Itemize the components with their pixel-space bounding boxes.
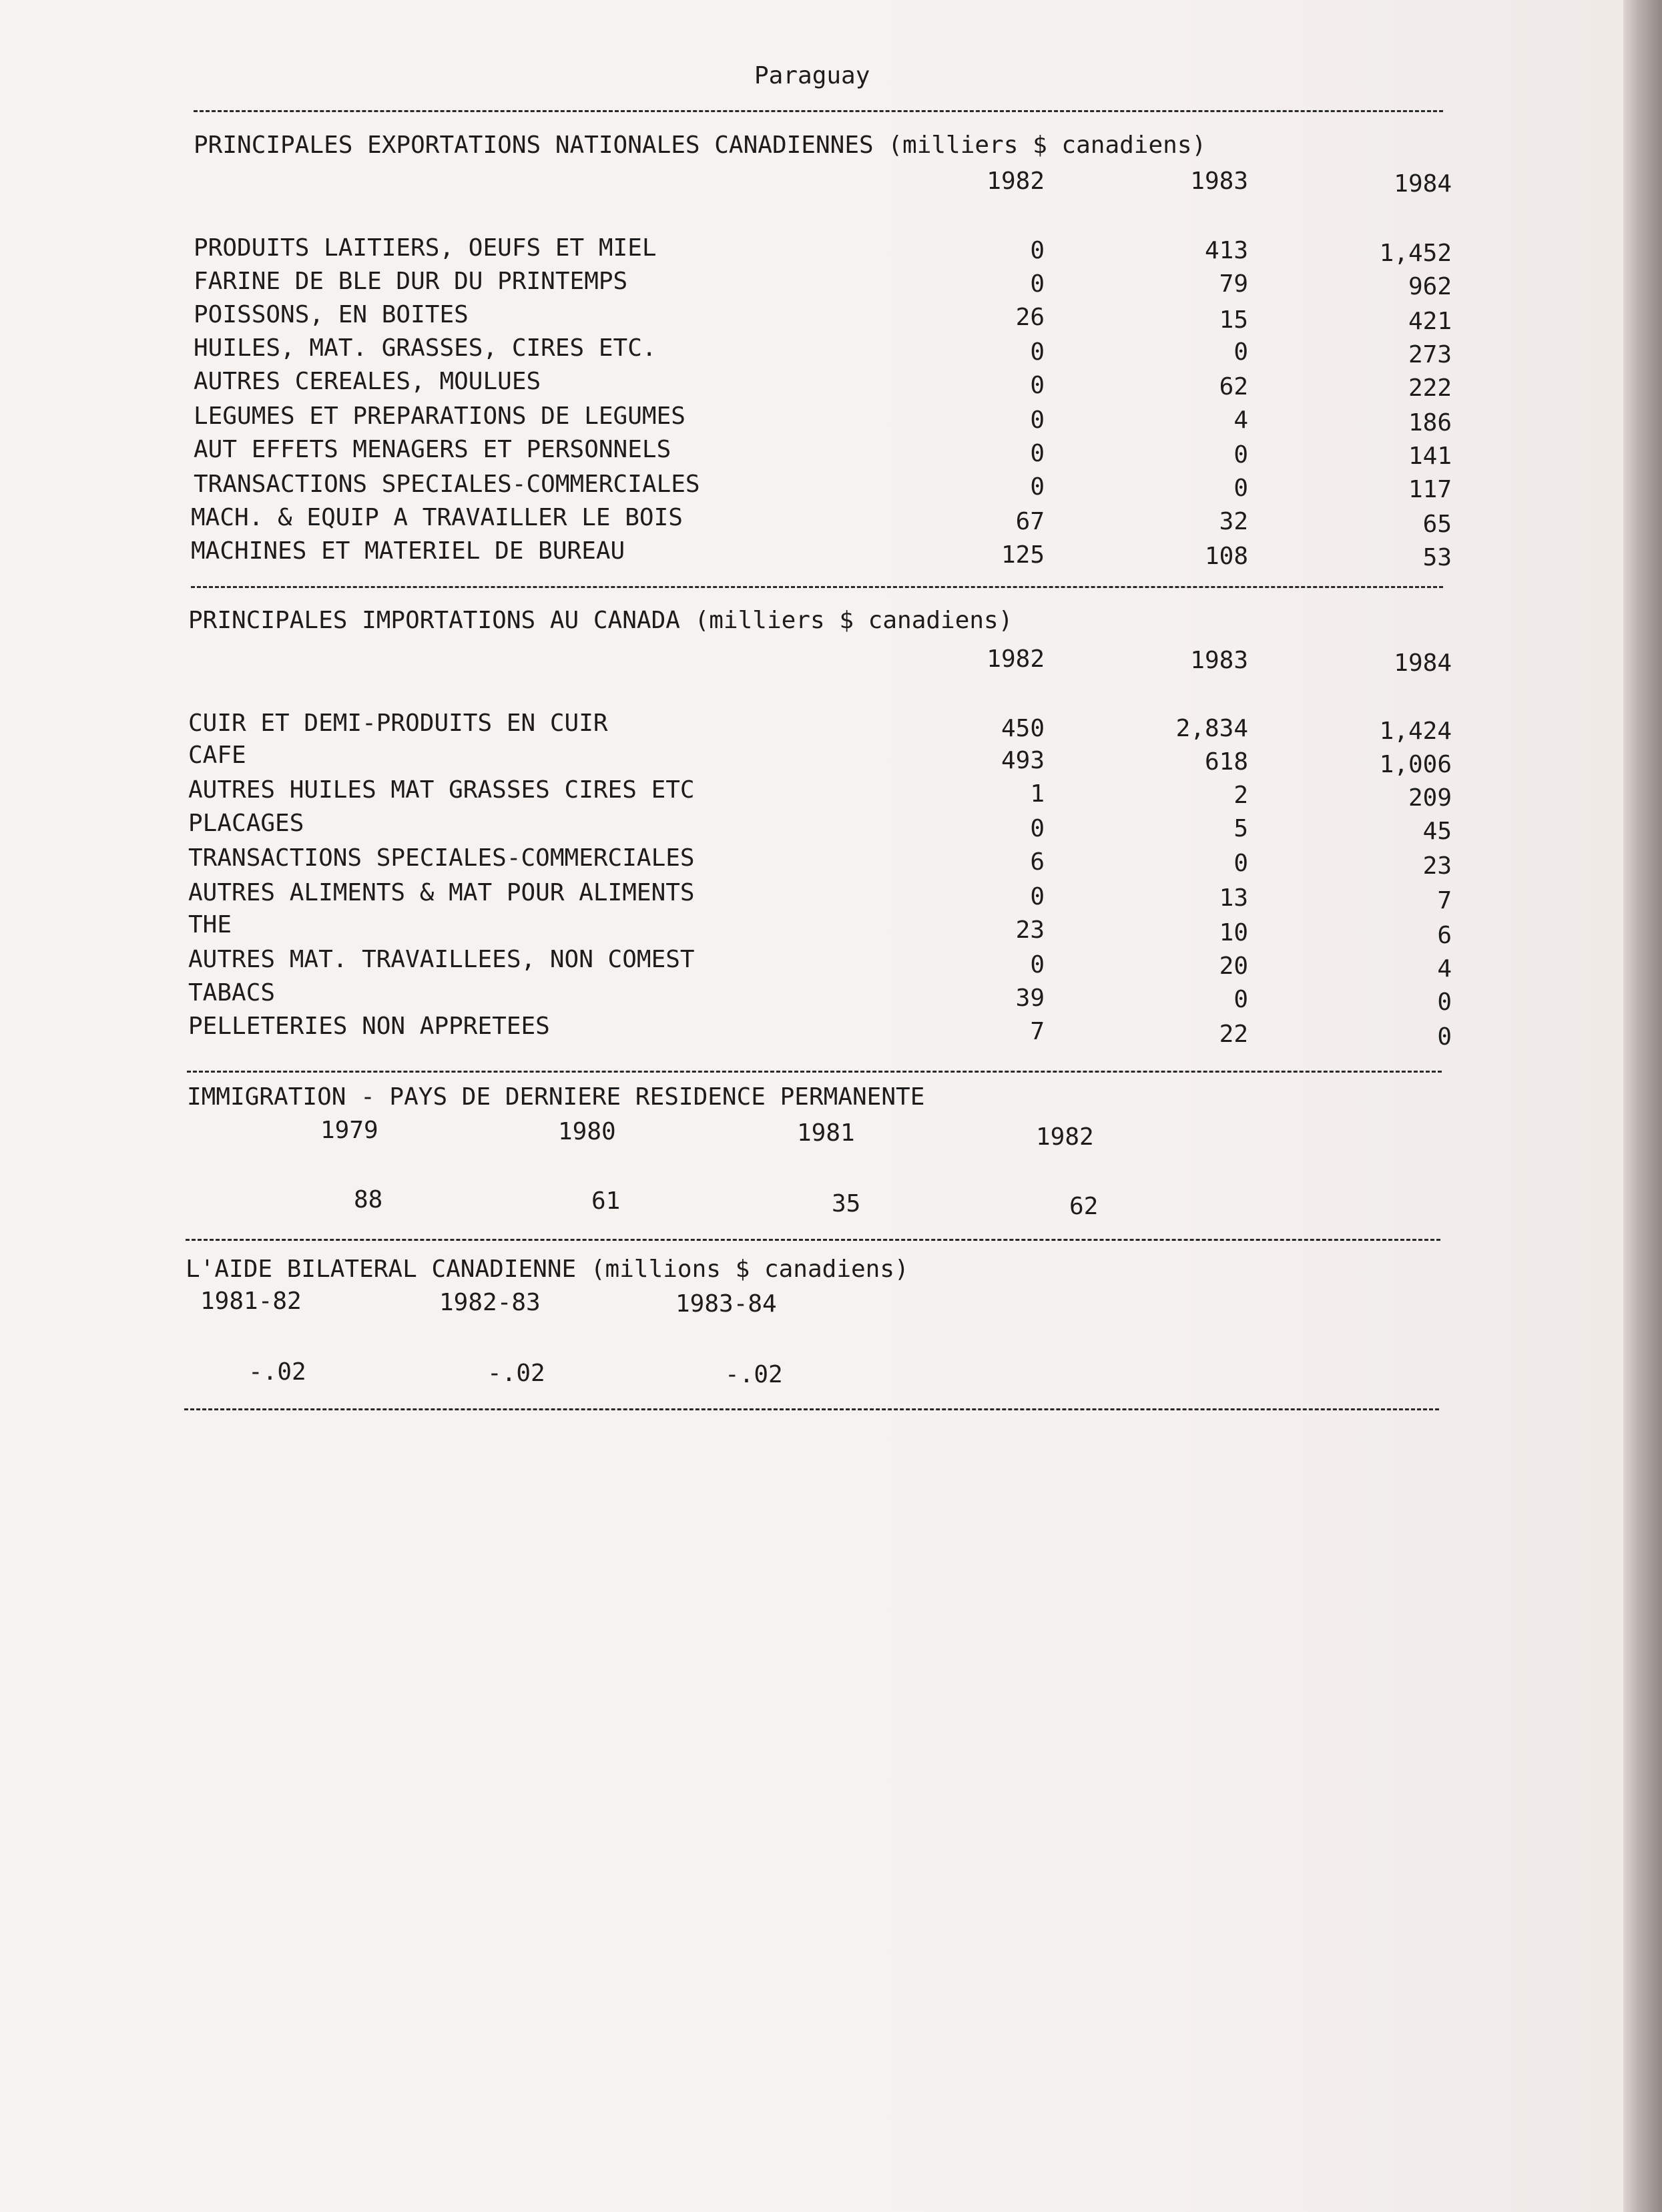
imports-year-1983: 1983 (1190, 647, 1248, 674)
divider (186, 1239, 1440, 1241)
value-1983: 2 (1233, 782, 1248, 809)
value-1982: 450 (1001, 715, 1045, 742)
value-1984: 273 (1408, 341, 1452, 368)
row-label: THE (188, 911, 232, 938)
value-1984: 209 (1408, 784, 1452, 812)
immigration-title: IMMIGRATION - PAYS DE DERNIERE RESIDENCE PERMANENTE (187, 1083, 925, 1111)
value-1982: 0 (1030, 440, 1045, 467)
value-1983: 618 (1204, 748, 1248, 776)
row-label: LEGUMES ET PREPARATIONS DE LEGUMES (194, 402, 685, 430)
value-1984: 222 (1408, 374, 1452, 402)
aid-value-1982-83: -.02 (487, 1360, 545, 1387)
exports-title: PRINCIPALES EXPORTATIONS NATIONALES CANADIENNES (milliers $ canadiens) (194, 131, 1207, 159)
row-label: AUTRES MAT. TRAVAILLEES, NON COMEST (188, 946, 695, 973)
row-label: CUIR ET DEMI-PRODUITS EN CUIR (188, 710, 608, 737)
value-1983: 108 (1204, 543, 1248, 570)
row-label: PRODUITS LAITIERS, OEUFS ET MIEL (194, 234, 657, 262)
value-1983: 0 (1233, 986, 1248, 1013)
value-1982: 0 (1030, 338, 1045, 366)
value-1984: 0 (1437, 989, 1452, 1016)
value-1982: 0 (1030, 815, 1045, 842)
country-title: Paraguay (754, 62, 870, 89)
immigration-year-1979: 1979 (320, 1117, 378, 1144)
row-label: MACH. & EQUIP A TRAVAILLER LE BOIS (191, 504, 683, 531)
value-1982: 0 (1030, 237, 1045, 264)
value-1982: 67 (1015, 508, 1045, 535)
value-1982: 0 (1030, 372, 1045, 399)
value-1982: 0 (1030, 883, 1045, 910)
immigration-year-1982: 1982 (1036, 1123, 1094, 1151)
divider (184, 1408, 1439, 1410)
row-label: TRANSACTIONS SPECIALES-COMMERCIALES (188, 844, 695, 872)
value-1982: 23 (1015, 916, 1045, 944)
row-label: MACHINES ET MATERIEL DE BUREAU (191, 537, 625, 565)
row-label: HUILES, MAT. GRASSES, CIRES ETC. (194, 334, 657, 362)
value-1984: 1,006 (1379, 751, 1452, 778)
imports-year-1984: 1984 (1394, 649, 1452, 677)
immigration-value-1982: 62 (1069, 1193, 1099, 1220)
value-1983: 15 (1219, 306, 1248, 334)
aid-title: L'AIDE BILATERAL CANADIENNE (millions $ canadiens) (186, 1256, 909, 1283)
imports-title: PRINCIPALES IMPORTATIONS AU CANADA (milliers $ canadiens) (188, 607, 1013, 634)
row-label: TABACS (188, 979, 276, 1007)
aid-year-1981-82: 1981-82 (200, 1288, 302, 1315)
row-label: TRANSACTIONS SPECIALES-COMMERCIALES (194, 471, 700, 498)
value-1984: 1,424 (1379, 718, 1452, 745)
value-1983: 0 (1233, 475, 1248, 502)
value-1984: 7 (1437, 887, 1452, 914)
value-1983: 0 (1233, 441, 1248, 469)
divider (187, 1071, 1442, 1073)
value-1984: 0 (1437, 1023, 1452, 1051)
row-label: AUT EFFETS MENAGERS ET PERSONNELS (194, 436, 671, 463)
aid-value-1981-82: -.02 (248, 1358, 306, 1386)
value-1982: 0 (1030, 951, 1045, 979)
value-1983: 22 (1219, 1021, 1248, 1048)
immigration-value-1981: 35 (832, 1190, 861, 1217)
immigration-year-1981: 1981 (797, 1119, 855, 1147)
exports-year-1983: 1983 (1190, 168, 1248, 195)
value-1984: 53 (1422, 544, 1452, 571)
value-1983: 10 (1219, 919, 1248, 946)
row-label: PLACAGES (188, 810, 304, 837)
row-label: FARINE DE BLE DUR DU PRINTEMPS (194, 268, 628, 295)
aid-year-1983-84: 1983-84 (675, 1290, 777, 1318)
value-1983: 4 (1233, 406, 1248, 434)
value-1982: 1 (1030, 780, 1045, 808)
value-1982: 0 (1030, 406, 1045, 434)
value-1983: 2,834 (1175, 715, 1248, 742)
exports-year-1984: 1984 (1394, 170, 1452, 198)
value-1982: 39 (1015, 985, 1045, 1012)
value-1984: 65 (1422, 511, 1452, 538)
value-1984: 4 (1437, 955, 1452, 983)
row-label: AUTRES CEREALES, MOULUES (194, 368, 541, 395)
row-label: PELLETERIES NON APPRETEES (188, 1013, 550, 1040)
value-1984: 1,452 (1379, 240, 1452, 267)
exports-year-1982: 1982 (987, 168, 1045, 195)
value-1982: 493 (1001, 747, 1045, 774)
value-1983: 62 (1219, 373, 1248, 400)
value-1984: 23 (1422, 852, 1452, 880)
row-label: AUTRES ALIMENTS & MAT POUR ALIMENTS (188, 879, 695, 906)
immigration-value-1979: 88 (354, 1186, 383, 1213)
value-1983: 0 (1233, 850, 1248, 877)
row-label: POISSONS, EN BOITES (194, 301, 469, 328)
value-1982: 7 (1030, 1018, 1045, 1045)
value-1983: 413 (1204, 237, 1248, 264)
row-label: AUTRES HUILES MAT GRASSES CIRES ETC (188, 776, 695, 804)
page-edge-shadow (1623, 0, 1662, 2212)
value-1984: 45 (1422, 818, 1452, 845)
divider (194, 110, 1443, 112)
value-1982: 6 (1030, 848, 1045, 876)
value-1984: 141 (1408, 443, 1452, 470)
value-1982: 125 (1001, 541, 1045, 569)
imports-year-1982: 1982 (987, 645, 1045, 673)
aid-year-1982-83: 1982-83 (439, 1289, 541, 1316)
value-1982: 0 (1030, 473, 1045, 501)
value-1984: 117 (1408, 476, 1452, 503)
value-1984: 421 (1408, 308, 1452, 335)
value-1982: 0 (1030, 270, 1045, 298)
value-1984: 962 (1408, 273, 1452, 300)
value-1983: 0 (1233, 338, 1248, 366)
aid-value-1983-84: -.02 (725, 1361, 783, 1388)
row-label: CAFE (188, 742, 246, 769)
value-1983: 79 (1219, 270, 1248, 298)
divider (191, 586, 1443, 588)
value-1983: 32 (1219, 508, 1248, 535)
immigration-year-1980: 1980 (558, 1118, 616, 1145)
value-1984: 186 (1408, 409, 1452, 437)
value-1983: 5 (1233, 815, 1248, 842)
value-1982: 26 (1015, 304, 1045, 331)
value-1983: 20 (1219, 952, 1248, 980)
value-1983: 13 (1219, 884, 1248, 912)
immigration-value-1980: 61 (591, 1187, 621, 1215)
value-1984: 6 (1437, 922, 1452, 949)
